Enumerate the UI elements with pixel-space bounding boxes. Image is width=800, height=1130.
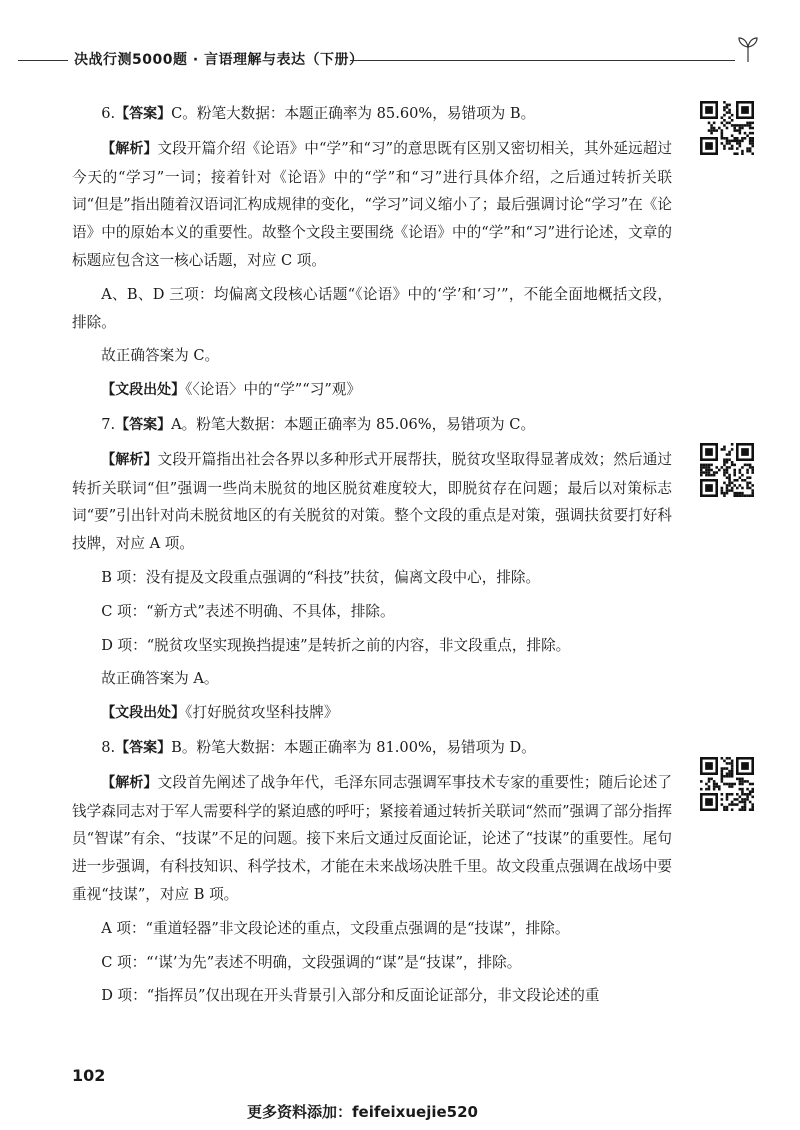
section-tag: 【解析】 [101, 140, 158, 157]
section-tag: 【答案】 [115, 416, 172, 433]
explanation-paragraph [72, 699, 672, 728]
running-header [0, 0, 800, 80]
paragraph-text: 文段开篇介绍《论语》中“学”和“习”的意思既有区别又密切相关，其外延远超过今天的“学习”一词；接着针对《论语》中的“学”和“习”进行具体介绍，之后通过转折关联词“但是”指出随着汉语词汇构成规律的变化，“学习”词义缩小了；最后强调讨论“学习”在《论语》中的原始本义的重要性。故整个文段主要围绕《论语》中的“学”和“习”进行论述，文章的标题应包含这一核心话题，对应 C 项。 [72, 139, 672, 269]
answer-line [72, 734, 672, 763]
section-tag: 【解析】 [101, 451, 158, 468]
paragraph-text: C 项：“‘谋’为先”表述不明确，文段强调的“谋”是“技谋”，排除。 [101, 953, 522, 971]
explanation-paragraph [72, 665, 672, 693]
paragraph-text: A。粉笔大数据：本题正确率为 85.06%，易错项为 C。 [171, 415, 536, 433]
section-tag: 【文段出处】 [101, 705, 186, 722]
paragraph-text: 《打好脱贫攻坚科技牌》 [185, 704, 339, 722]
header-rule-right [350, 60, 735, 61]
explanation-paragraph [72, 769, 672, 909]
explanation-paragraph [72, 915, 672, 943]
book-title: 决战行测5000题 · 言语理解与表达（下册） [74, 52, 364, 68]
explanation-paragraph [72, 446, 672, 558]
explanation-paragraph [72, 564, 672, 592]
paragraph-text: 7. [101, 415, 116, 433]
qr-code-icon[interactable] [700, 101, 754, 155]
paragraph-text: 文段首先阐述了战争年代，毛泽东同志强调军事技术专家的重要性；随后论述了钱学森同志对于军人需要科学的紧迫感的呼吁；紧接着通过转折关联词“然而”强调了部分指挥员“智谋”有余、“技谋”不足的问题。接下来后文通过反面论证，论述了“技谋”的重要性。尾句进一步强调，有科技知识、科学技术，才能在未来战场决胜千里。故文段重点强调在战场中要重视“技谋”，对应 B 项。 [72, 773, 673, 903]
explanation-paragraph [72, 376, 672, 405]
paragraph-text: A、B、D 三项：均偏离文段核心话题“《论语》中的‘学’和‘习’”，不能全面地概括文段，排除。 [72, 285, 672, 331]
page-number: 102 [72, 1066, 106, 1085]
paragraph-text: 故正确答案为 C。 [101, 347, 220, 365]
section-tag: 【文段出处】 [101, 382, 186, 399]
header-rule-left [18, 60, 68, 61]
section-tag: 【答案】 [115, 739, 172, 756]
explanation-paragraph [72, 342, 672, 370]
qr-code-icon[interactable] [700, 443, 754, 497]
qr-code-icon[interactable] [700, 757, 754, 811]
paragraph-text: D 项：“脱贫攻坚实现换挡提速”是转折之前的内容，非文段重点，排除。 [101, 636, 571, 654]
answer-line [72, 411, 672, 440]
paragraph-text: B。粉笔大数据：本题正确率为 81.00%，易错项为 D。 [171, 738, 536, 756]
paragraph-text: 故正确答案为 A。 [101, 670, 219, 688]
sprout-icon [736, 34, 760, 64]
paragraph-text: 《〈论语〉中的“学”“习”观》 [185, 381, 361, 399]
explanation-paragraph [72, 982, 672, 1010]
paragraph-text: C 项：“新方式”表述不明确、不具体，排除。 [101, 602, 395, 620]
explanation-paragraph [72, 598, 672, 626]
paragraph-text: 6. [101, 105, 116, 122]
explanation-paragraph [72, 281, 672, 337]
answer-explanations [72, 96, 672, 1016]
section-tag: 【答案】 [115, 106, 172, 122]
explanation-paragraph [72, 949, 672, 977]
section-tag: 【解析】 [101, 774, 158, 791]
paragraph-text: D 项：“指挥员”仅出现在开头背景引入部分和反面论证部分，非文段论述的重 [101, 987, 600, 1005]
paragraph-text: 8. [101, 738, 116, 756]
explanation-paragraph [72, 632, 672, 660]
paragraph-text: A 项：“重道轻器”非文段论述的重点，文段重点强调的是“技谋”，排除。 [101, 919, 570, 937]
explanation-paragraph [72, 135, 672, 275]
paragraph-text: 文段开篇指出社会各界以多种形式开展帮扶，脱贫攻坚取得显著成效；然后通过转折关联词“但”强调一些尚未脱贫的地区脱贫难度较大，即脱贫存在问题；最后以对策标志词“要”引出针对尚未脱贫地区的有关脱贫的对策。整个文段的重点是对策，强调扶贫要打好科技牌，对应 A 项。 [72, 450, 673, 553]
paragraph-text: C。粉笔大数据：本题正确率为 85.60%，易错项为 B。 [171, 105, 536, 122]
answer-line [72, 100, 672, 129]
paragraph-text: B 项：没有提及文段重点强调的“科技”扶贫，偏离文段中心，排除。 [101, 568, 541, 586]
footer-note: 更多资料添加：feifeixuejie520 [247, 1103, 478, 1121]
